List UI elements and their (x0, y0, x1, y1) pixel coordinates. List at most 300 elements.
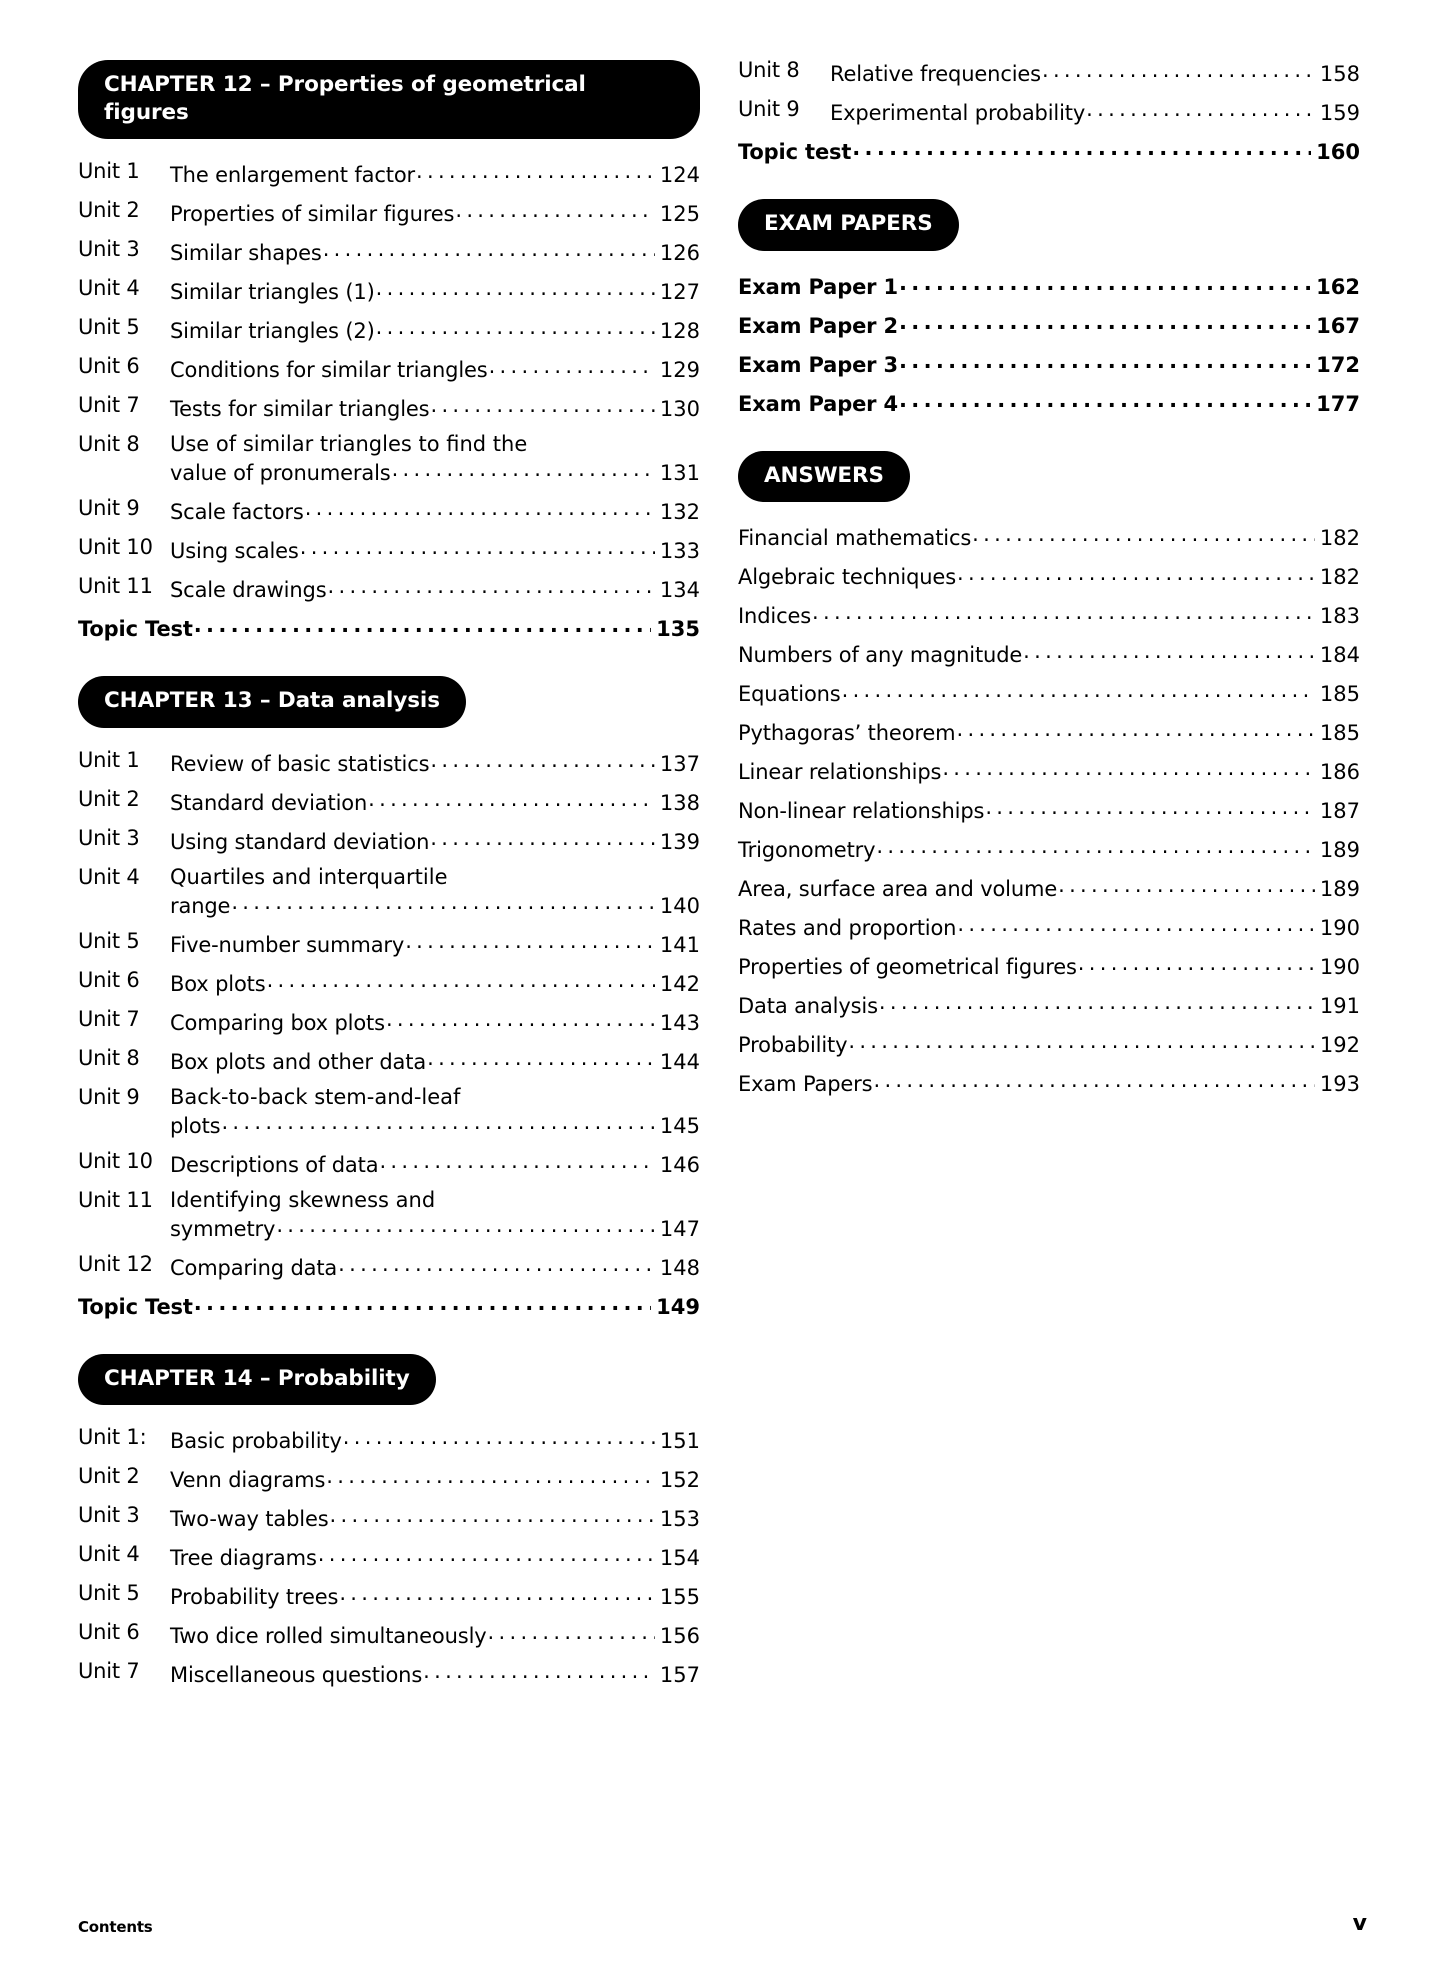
toc-entry-title-wrap1: Use of similar triangles to find the (170, 432, 528, 457)
leader-dots (879, 992, 1315, 1013)
toc-entry-page-number: 126 (659, 241, 700, 266)
leader-dots (1023, 641, 1315, 662)
toc-entry-title: Review of basic statistics (170, 751, 430, 776)
toc-entry-page-number: 149 (656, 1294, 700, 1319)
toc-entry-title: Five-number summary (170, 932, 405, 957)
toc-row[interactable] (78, 615, 700, 640)
toc-row[interactable] (78, 537, 700, 562)
leader-dots (368, 789, 655, 810)
toc-entry-title: Conditions for similar triangles (170, 358, 488, 383)
toc-entry-line (738, 273, 1360, 298)
chapter-block (738, 199, 1360, 415)
toc-entry-line (170, 537, 700, 562)
toc-entry-body (170, 1009, 700, 1034)
toc-unit-label: Unit 1: (78, 1425, 147, 1450)
toc-entry-title: Scale factors (170, 500, 304, 525)
toc-row[interactable] (78, 278, 700, 303)
leader-dots (899, 273, 1311, 294)
toc-row[interactable] (78, 1084, 700, 1138)
toc-row[interactable] (78, 1006, 700, 1035)
toc-entry-body (738, 914, 1360, 939)
toc-row[interactable] (738, 602, 1360, 627)
toc-entry-title: Properties of similar figures (170, 202, 455, 227)
toc-entry-body (738, 524, 1360, 549)
toc-entry-title: Topic Test (78, 1294, 193, 1319)
toc-row[interactable] (78, 1045, 700, 1074)
toc-entry-body (830, 60, 1360, 85)
toc-entry-body (170, 1544, 700, 1569)
toc-entry-body (170, 931, 700, 956)
leader-dots (957, 914, 1315, 935)
toc-entry-body (738, 797, 1360, 822)
toc-entry-body (738, 641, 1360, 666)
toc-row[interactable] (738, 99, 1360, 124)
toc-row[interactable] (78, 864, 700, 918)
toc-entry-line (738, 914, 1360, 939)
toc-row[interactable] (78, 317, 700, 342)
leader-dots (423, 1661, 655, 1682)
chapter-block (738, 451, 1360, 1096)
toc-entry-page-number: 182 (1319, 565, 1360, 590)
toc-unit-label: Unit 11 (78, 574, 153, 599)
toc-entry-title: Similar shapes (170, 241, 322, 266)
leader-dots (194, 615, 651, 636)
toc-entry-body (170, 278, 700, 303)
toc-entry-page-number: 143 (659, 1010, 700, 1035)
toc-entry-line (170, 1215, 700, 1240)
toc-entry-body (738, 138, 1360, 163)
toc-entry-title: Probability (738, 1033, 848, 1058)
toc-entry-title: Basic probability (170, 1429, 342, 1454)
toc-entry-title: Descriptions of data (170, 1152, 379, 1177)
toc-unit-label: Unit 9 (738, 97, 800, 121)
toc-unit-label: Unit 5 (78, 315, 140, 340)
toc-entry-body (738, 351, 1360, 376)
toc-row[interactable] (738, 390, 1360, 415)
toc-row[interactable] (78, 1505, 700, 1530)
toc-entry-title: Two dice rolled simultaneously (170, 1624, 487, 1649)
section-header-pill: CHAPTER 12 – Properties of geometrical figures (78, 60, 700, 139)
toc-row[interactable] (78, 825, 700, 854)
leader-dots (455, 200, 655, 221)
toc-entry-line (738, 797, 1360, 822)
toc-entry-title: Miscellaneous questions (170, 1663, 423, 1688)
toc-entry-line (170, 1466, 700, 1491)
leader-dots (812, 602, 1315, 623)
toc-entry-title: Algebraic techniques (738, 565, 956, 590)
toc-entry-line (738, 138, 1360, 163)
leader-dots (231, 892, 655, 913)
leader-dots (489, 356, 655, 377)
toc-entry-body (170, 1622, 700, 1647)
toc-entry-page-number: 155 (659, 1585, 700, 1610)
toc-entry-body (170, 750, 700, 775)
leader-dots (379, 1151, 654, 1172)
toc-entry-line (170, 356, 700, 381)
toc-entry-body (170, 970, 700, 995)
toc-row[interactable] (78, 1622, 700, 1647)
toc-entry-page-number: 135 (656, 617, 700, 642)
toc-entry-line (170, 498, 700, 523)
toc-entry-title: Properties of geometrical figures (738, 955, 1077, 980)
toc-entry-line (738, 641, 1360, 666)
toc-row[interactable] (78, 395, 700, 420)
toc-entry-body (170, 1151, 700, 1176)
toc-unit-label: Unit 6 (78, 967, 140, 992)
leader-dots (221, 1112, 654, 1133)
toc-entry-page-number: 189 (1319, 877, 1360, 902)
toc-entry-title: Exam Paper 3 (738, 352, 899, 377)
toc-entry-title-wrap1: Quartiles and interquartile (170, 864, 448, 889)
leader-dots (430, 750, 654, 771)
toc-unit-label: Unit 4 (78, 864, 140, 889)
toc-entry-page-number: 162 (1316, 274, 1360, 299)
leader-dots (328, 576, 655, 597)
toc-entry-title: Indices (738, 604, 812, 629)
toc-entry-title: Relative frequencies (830, 62, 1041, 86)
toc-row[interactable] (78, 1583, 700, 1608)
toc-row[interactable] (78, 356, 700, 381)
leader-dots (899, 390, 1311, 411)
toc-unit-label: Unit 3 (78, 825, 140, 850)
toc-entry-body (170, 434, 700, 484)
toc-row[interactable] (78, 161, 700, 186)
toc-list (78, 161, 700, 640)
toc-entry-page-number: 138 (659, 790, 700, 815)
leader-dots (852, 138, 1311, 159)
toc-unit-label: Unit 6 (78, 354, 140, 379)
toc-entry-line (738, 524, 1360, 549)
toc-entry-page-number: 185 (1319, 682, 1360, 707)
toc-entry-line (170, 395, 700, 420)
leader-dots (1086, 99, 1315, 120)
leader-dots (276, 1215, 655, 1236)
toc-row[interactable] (78, 200, 700, 225)
toc-entry-page-number: 183 (1319, 604, 1360, 629)
toc-unit-label: Unit 9 (78, 1084, 140, 1109)
leader-dots (267, 970, 655, 991)
toc-entry-page-number: 125 (659, 202, 700, 227)
toc-entry-page-number: 124 (659, 163, 700, 188)
toc-entry-line (738, 390, 1360, 415)
toc-entry-body (170, 1583, 700, 1608)
toc-entry-title: Exam Papers (738, 1072, 873, 1097)
leader-dots (942, 758, 1315, 779)
toc-entry-page-number: 177 (1316, 391, 1360, 416)
toc-row[interactable] (738, 875, 1360, 900)
leader-dots (430, 395, 654, 416)
chapter-block (78, 676, 700, 1318)
toc-entry-line (738, 1070, 1360, 1095)
toc-entry-page-number: 131 (659, 461, 700, 486)
toc-unit-label: Unit 2 (78, 1464, 140, 1489)
toc-entry-line (170, 1009, 700, 1034)
toc-unit-label: Unit 10 (78, 1148, 153, 1173)
toc-row[interactable] (78, 1466, 700, 1491)
toc-entry-line (738, 953, 1360, 978)
leader-dots (1058, 875, 1315, 896)
toc-entry-line (170, 1048, 700, 1073)
toc-row[interactable] (738, 1070, 1360, 1095)
toc-entry-line (170, 1661, 700, 1686)
section-header-pill: ANSWERS (738, 451, 910, 503)
toc-row[interactable] (78, 967, 700, 996)
toc-entry-body (170, 1254, 700, 1279)
toc-entry-body (738, 758, 1360, 783)
toc-entry-page-number: 152 (659, 1468, 700, 1493)
toc-row[interactable] (78, 928, 700, 957)
leader-dots (330, 1505, 655, 1526)
toc-entry-title: Probability trees (170, 1585, 339, 1610)
toc-entry-body (78, 615, 700, 640)
toc-list (78, 747, 700, 1319)
toc-entry-body (170, 537, 700, 562)
section-header-pill: CHAPTER 13 – Data analysis (78, 676, 466, 728)
toc-list (738, 524, 1360, 1095)
toc-entry-title: Similar triangles (2) (170, 319, 375, 344)
toc-row[interactable] (738, 992, 1360, 1017)
toc-unit-label: Unit 3 (78, 1503, 140, 1528)
toc-row[interactable] (738, 524, 1360, 549)
toc-entry-body (738, 875, 1360, 900)
leader-dots (338, 1254, 655, 1275)
footer-page-number: v (1352, 1911, 1367, 1936)
toc-entry-line (170, 1427, 700, 1452)
toc-entry-body (170, 498, 700, 523)
toc-row[interactable] (78, 239, 700, 264)
leader-dots (386, 1009, 655, 1030)
toc-row[interactable] (738, 719, 1360, 744)
toc-list (738, 273, 1360, 415)
chapter-block (78, 60, 700, 640)
toc-entry-body (738, 680, 1360, 705)
toc-row[interactable] (738, 836, 1360, 861)
leader-dots (339, 1583, 655, 1604)
toc-unit-label: Unit 5 (78, 1581, 140, 1606)
toc-row[interactable] (78, 498, 700, 523)
toc-entry-title: Pythagoras’ theorem (738, 721, 956, 746)
toc-row[interactable] (738, 563, 1360, 588)
leader-dots (405, 931, 655, 952)
toc-unit-label: Unit 7 (78, 1659, 140, 1684)
toc-entry-line (738, 602, 1360, 627)
toc-entry-page-number: 148 (659, 1255, 700, 1280)
section-header-pill: CHAPTER 14 – Probability (78, 1354, 436, 1406)
toc-row[interactable] (78, 576, 700, 601)
toc-entry-line (738, 563, 1360, 588)
toc-entry-title: Comparing data (170, 1255, 338, 1280)
toc-row[interactable] (78, 1427, 700, 1452)
toc-entry-page-number: 141 (659, 932, 700, 957)
toc-entry-line (170, 1112, 700, 1137)
toc-row[interactable] (78, 786, 700, 815)
toc-row[interactable] (78, 1251, 700, 1280)
toc-entry-body (738, 563, 1360, 588)
continuation-block (738, 60, 1360, 163)
toc-entry-page-number: 128 (659, 319, 700, 344)
toc-row[interactable] (78, 1148, 700, 1177)
toc-unit-label: Unit 8 (78, 432, 140, 457)
toc-entry-line (830, 99, 1360, 124)
toc-entry-line (170, 278, 700, 303)
leader-dots (376, 278, 655, 299)
toc-row[interactable] (738, 641, 1360, 666)
toc-row[interactable] (78, 1187, 700, 1241)
toc-entry-title: Financial mathematics (738, 526, 972, 551)
toc-unit-label: Unit 1 (78, 159, 140, 184)
toc-entry-title: value of pronumerals (170, 461, 391, 486)
toc-entry-line (170, 459, 700, 484)
toc-entry-page-number: 189 (1319, 838, 1360, 863)
toc-entry-page-number: 145 (659, 1113, 700, 1138)
leader-dots (416, 161, 655, 182)
toc-entry-body (738, 992, 1360, 1017)
toc-entry-line (170, 200, 700, 225)
toc-entry-page-number: 147 (659, 1216, 700, 1241)
leader-dots (427, 1048, 655, 1069)
leader-dots (318, 1544, 655, 1565)
leader-dots (876, 836, 1314, 857)
leader-dots (1078, 953, 1315, 974)
toc-unit-label: Unit 2 (78, 786, 140, 811)
toc-entry-page-number: 187 (1319, 799, 1360, 824)
toc-entry-title: Equations (738, 682, 841, 707)
toc-entry-body (170, 317, 700, 342)
toc-entry-line (170, 828, 700, 853)
toc-entry-page-number: 154 (659, 1546, 700, 1571)
toc-row[interactable] (738, 273, 1360, 298)
toc-entry-title: symmetry (170, 1216, 276, 1241)
toc-entry-page-number: 146 (659, 1152, 700, 1177)
leader-dots (899, 351, 1311, 372)
leader-dots (343, 1427, 655, 1448)
toc-entry-title: Using scales (170, 539, 299, 564)
toc-entry-title: Two-way tables (170, 1507, 329, 1532)
leader-dots (194, 1293, 651, 1314)
chapter-block (78, 1354, 700, 1687)
toc-entry-body (170, 1505, 700, 1530)
toc-entry-line (170, 789, 700, 814)
toc-row[interactable] (738, 953, 1360, 978)
toc-unit-label: Unit 12 (78, 1251, 153, 1276)
toc-entry-body (170, 200, 700, 225)
toc-entry-body (170, 395, 700, 420)
toc-entry-line (170, 1583, 700, 1608)
toc-entry-line (738, 758, 1360, 783)
toc-entry-line (170, 1151, 700, 1176)
toc-entry-line (170, 1505, 700, 1530)
toc-entry-title: Linear relationships (738, 760, 942, 785)
toc-entry-body (170, 828, 700, 853)
toc-entry-title: Exam Paper 2 (738, 313, 899, 338)
leader-dots (376, 317, 655, 338)
toc-row[interactable] (738, 138, 1360, 163)
right-column (738, 60, 1360, 1131)
toc-entry-title: Rates and proportion (738, 916, 957, 941)
toc-row[interactable] (738, 758, 1360, 783)
leader-dots (392, 459, 655, 480)
toc-row[interactable] (78, 1544, 700, 1569)
toc-entry-body (738, 836, 1360, 861)
toc-entry-title: Exam Paper 1 (738, 274, 899, 299)
toc-entry-page-number: 129 (659, 358, 700, 383)
toc-entry-page-number: 159 (1319, 101, 1360, 125)
toc-entry-page-number: 192 (1319, 1033, 1360, 1058)
toc-entry-page-number: 133 (659, 539, 700, 564)
left-column (78, 60, 700, 1722)
toc-row[interactable] (78, 1293, 700, 1318)
toc-row[interactable] (78, 747, 700, 776)
toc-unit-label: Unit 8 (78, 1045, 140, 1070)
toc-entry-title: range (170, 893, 231, 918)
toc-row[interactable] (738, 797, 1360, 822)
toc-entry-page-number: 144 (659, 1049, 700, 1074)
page-footer (78, 1911, 1367, 1936)
toc-row[interactable] (78, 434, 700, 484)
toc-entry-line (170, 931, 700, 956)
toc-unit-label: Unit 10 (78, 535, 153, 560)
toc-entry-title: Standard deviation (170, 790, 368, 815)
toc-entry-body (830, 99, 1360, 124)
toc-entry-page-number: 153 (659, 1507, 700, 1532)
toc-entry-page-number: 193 (1319, 1072, 1360, 1097)
toc-entry-page-number: 182 (1319, 526, 1360, 551)
toc-entry-page-number: 157 (659, 1663, 700, 1688)
toc-unit-label: Unit 7 (78, 1006, 140, 1031)
toc-row[interactable] (738, 680, 1360, 705)
toc-entry-body (738, 390, 1360, 415)
toc-entry-body (738, 1031, 1360, 1056)
toc-entry-title: plots (170, 1113, 221, 1138)
toc-entry-title: Numbers of any magnitude (738, 643, 1023, 668)
toc-entry-page-number: 140 (659, 893, 700, 918)
toc-row[interactable] (738, 351, 1360, 376)
toc-entry-body (738, 312, 1360, 337)
toc-row[interactable] (78, 1661, 700, 1686)
toc-entry-body (170, 1084, 700, 1138)
toc-entry-page-number: 151 (659, 1429, 700, 1454)
toc-entry-line (170, 317, 700, 342)
toc-entry-line (170, 576, 700, 601)
toc-row[interactable] (738, 312, 1360, 337)
toc-unit-label: Unit 3 (78, 237, 140, 262)
toc-entry-title: Experimental probability (830, 101, 1086, 125)
toc-row[interactable] (738, 1031, 1360, 1056)
toc-entry-line (170, 1544, 700, 1569)
toc-entry-line (738, 680, 1360, 705)
toc-entry-title: Using standard deviation (170, 829, 430, 854)
toc-entry-body (78, 1293, 700, 1318)
leader-dots (957, 563, 1315, 584)
toc-row[interactable] (738, 914, 1360, 939)
toc-entry-title: Topic Test (78, 617, 193, 642)
toc-entry-line (738, 992, 1360, 1017)
toc-entry-body (170, 161, 700, 186)
toc-entry-page-number: 137 (659, 751, 700, 776)
toc-entry-body (170, 864, 700, 918)
toc-entry-page-number: 139 (659, 829, 700, 854)
toc-entry-body (170, 576, 700, 601)
toc-entry-body (738, 1070, 1360, 1095)
toc-entry-title-wrap1: Back-to-back stem-and-leaf (170, 1084, 461, 1109)
toc-row[interactable] (738, 60, 1360, 85)
toc-entry-title: Data analysis (738, 994, 878, 1019)
toc-unit-label: Unit 7 (78, 393, 140, 418)
toc-list (738, 60, 1360, 163)
toc-unit-label: Unit 4 (78, 1542, 140, 1567)
leader-dots (848, 1031, 1315, 1052)
toc-entry-page-number: 156 (659, 1624, 700, 1649)
